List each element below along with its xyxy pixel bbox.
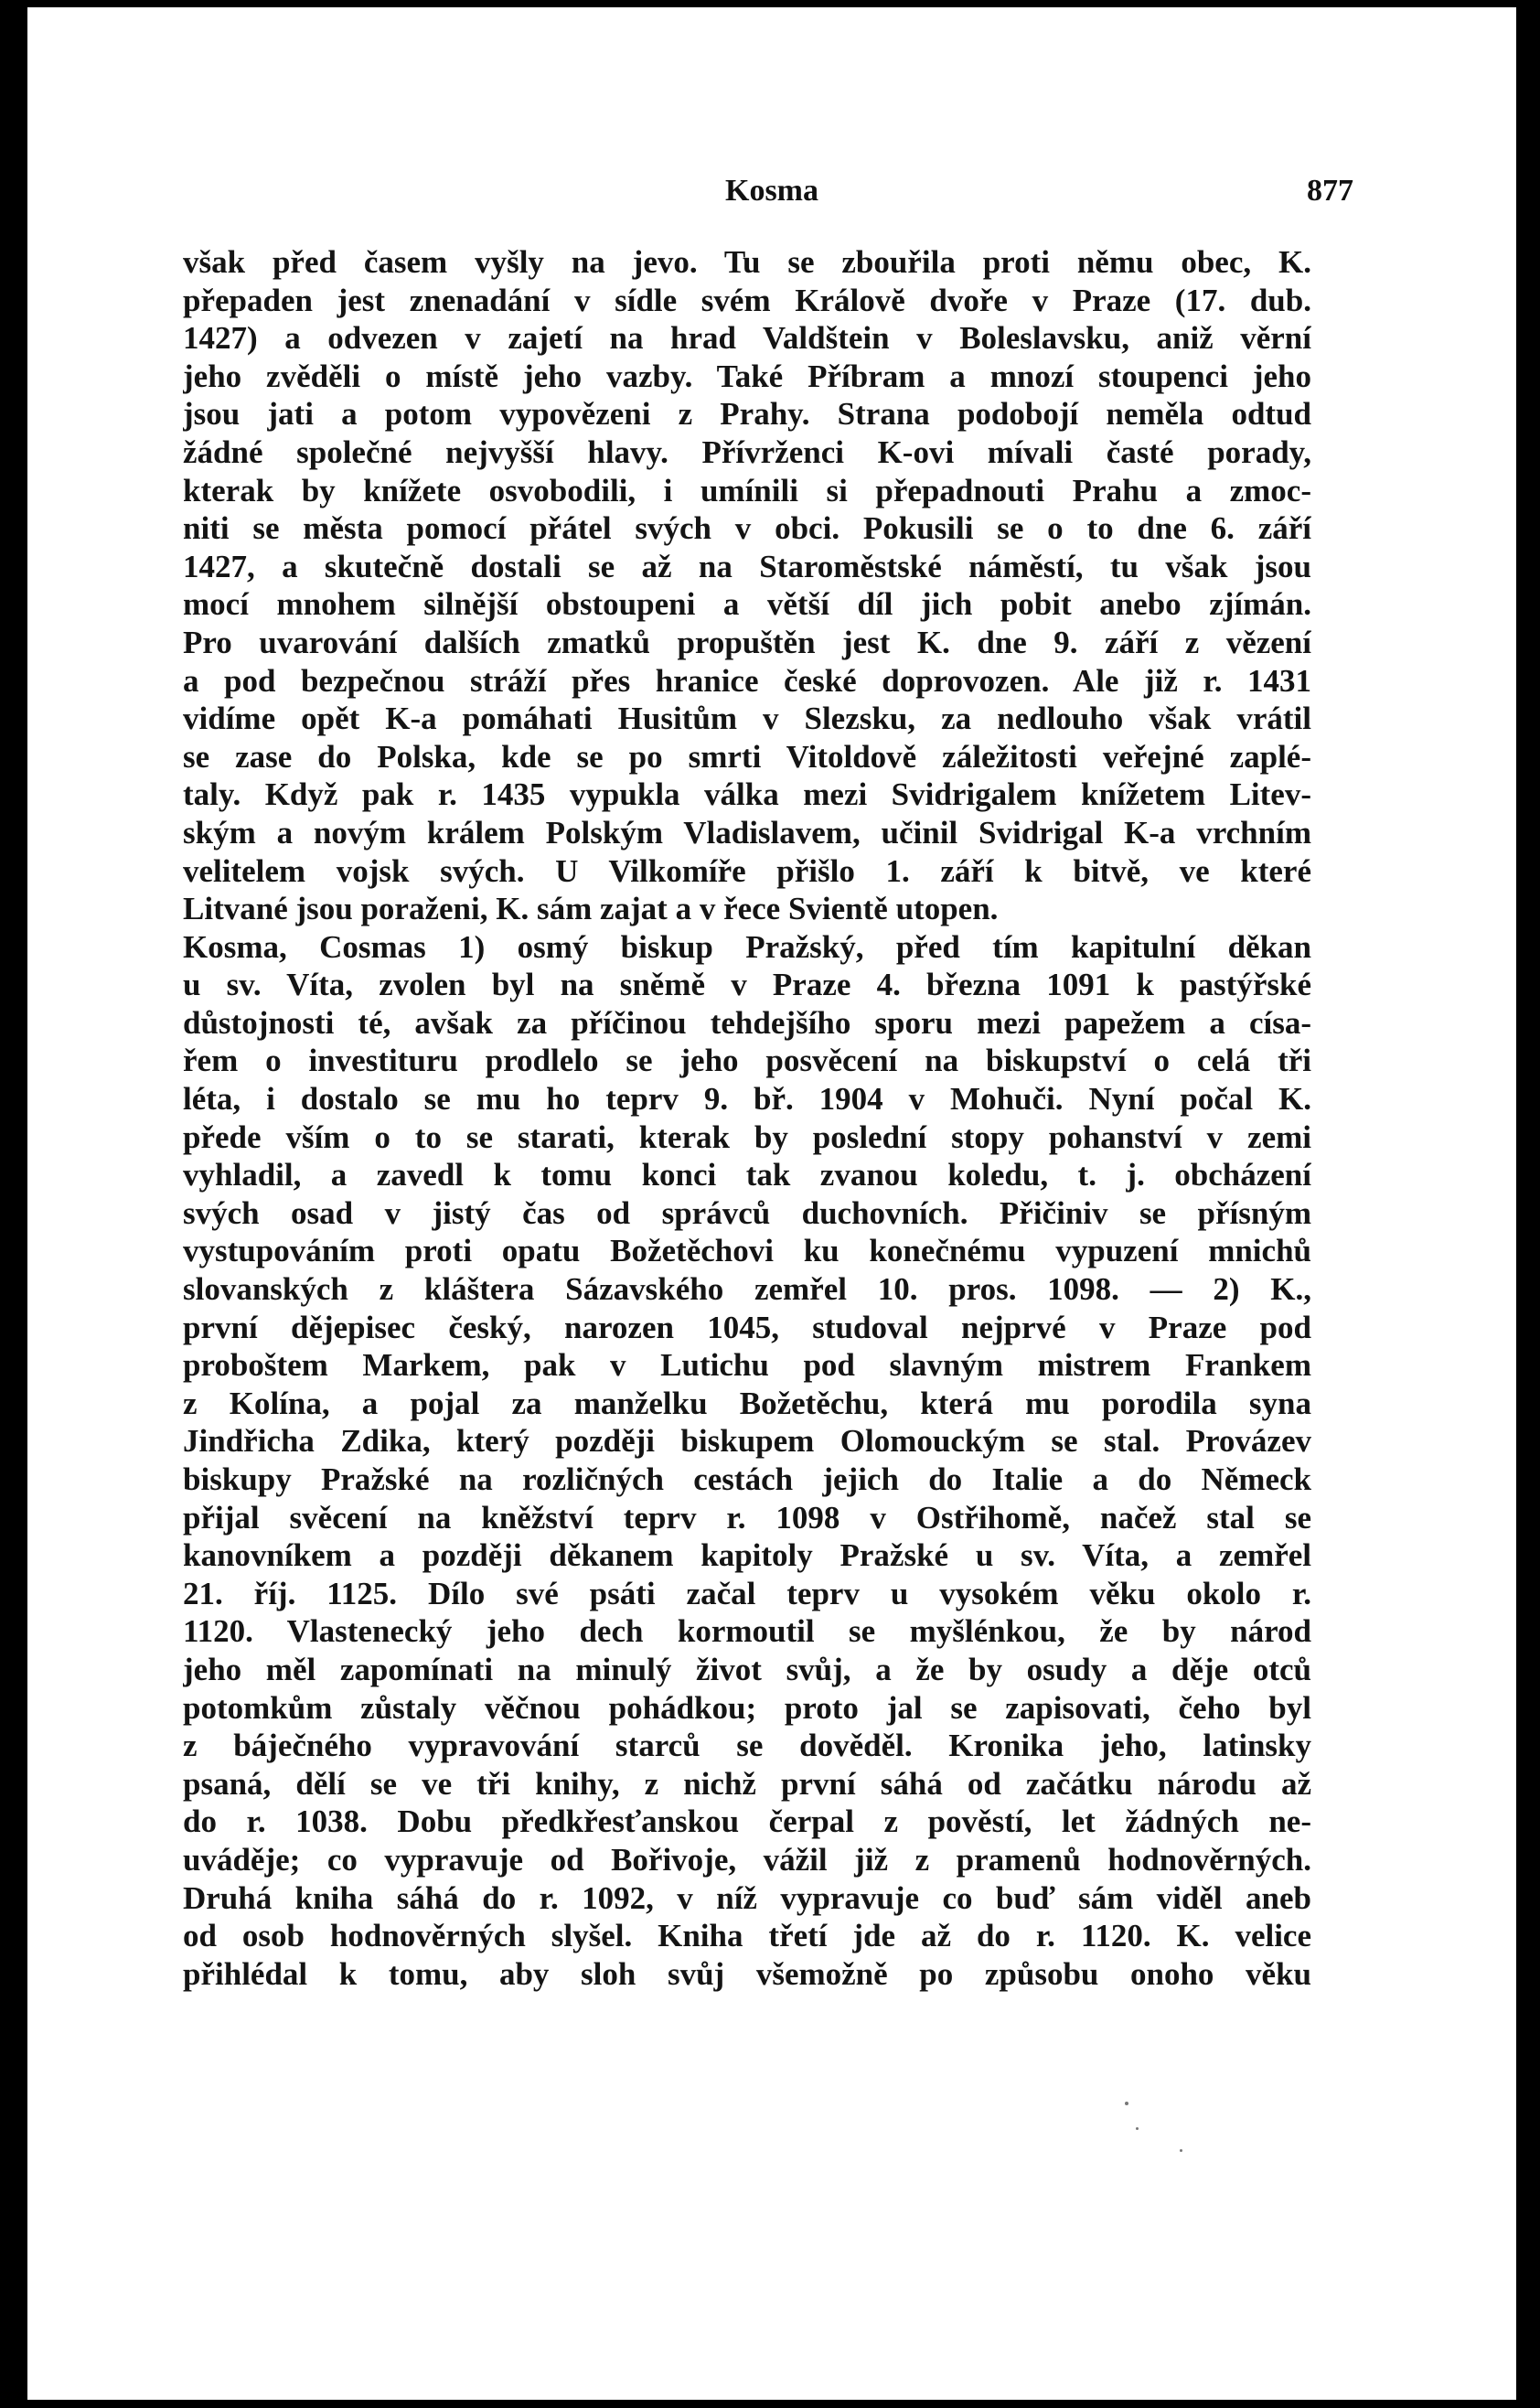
text-line: Litvané jsou poraženi, K. sám zajat a v řece Svientě utopen. [183, 891, 999, 927]
text-line: slovanských z kláštera Sázavského zemřel 10. pros. 1098. — 2) K., [183, 1271, 1311, 1308]
text-line: jeho zvěděli o místě jeho vazby. Také Příbram a mnozí stoupenci jeho [183, 358, 1311, 394]
text-line: jsou jati a potom vypovězeni z Prahy. Strana podobojí neměla odtud [183, 396, 1311, 433]
text-line: z Kolína, a pojal za manželku Božetěchu, která mu porodila syna [183, 1385, 1311, 1421]
text-line: 1427) a odvezen v zajetí na hrad Valdštein v Boleslavsku, aniž věrní [183, 320, 1311, 357]
text-line: kanovníkem a později děkanem kapitoly Pražské u sv. Víta, a zemřel [183, 1537, 1311, 1574]
paper-speck [1180, 2149, 1182, 2152]
text-line: Jindřicha Zdika, který později biskupem Olomouckým se stal. Provázev [183, 1423, 1311, 1460]
text-line: kterak by knížete osvobodili, i umínili si přepadnouti Prahu a zmoc- [183, 472, 1311, 508]
text-line: vyhladil, a zavedl k tomu konci tak zvanou koledu, t. j. obcházení [183, 1157, 1311, 1193]
text-line: u sv. Víta, zvolen byl na sněmě v Praze 4. března 1091 k pastýřské [183, 967, 1311, 1003]
text-line: biskupy Pražské na rozličných cestách jejich do Italie a do Německ [183, 1461, 1311, 1497]
text-line: řem o investituru prodlelo se jeho posvěcení na biskupství o celá tři [183, 1043, 1311, 1079]
text-line: svých osad v jistý čas od správců duchovních. Přičiniv se přísným [183, 1194, 1311, 1231]
text-line: velitelem vojsk svých. U Vilkomíře přišlo 1. září k bitvě, ve které [183, 852, 1311, 889]
body-text [183, 243, 1311, 1993]
text-line: přede vším o to se starati, kterak by poslední stopy pohanství v zemi [183, 1118, 1311, 1155]
text-line: vidíme opět K-a pomáhati Husitům v Slezsku, za nedlouho však vrátil [183, 701, 1311, 737]
text-line: se zase do Polska, kde se po smrti Vitoldově záležitosti veřejné zaplé- [183, 738, 1311, 775]
text-line: důstojnosti té, avšak za příčinou tehdejšího sporu mezi papežem a císa- [183, 1004, 1311, 1041]
text-line: potomkům zůstaly věčnou pohádkou; proto jal se zapisovati, čeho byl [183, 1689, 1311, 1726]
text-line: mocí mnohem silnější obstoupeni a větší díl jich pobit anebo zjímán. [183, 586, 1311, 623]
running-head [27, 174, 1516, 210]
running-head-title: Kosma [725, 174, 818, 208]
text-line: Druhá kniha sáhá do r. 1092, v níž vypravuje co buď sám viděl aneb [183, 1879, 1311, 1916]
text-line: však před časem vyšly na jevo. Tu se zbouřila proti němu obec, K. [183, 244, 1311, 280]
text-line: přijal svěcení na kněžství teprv r. 1098 v Ostřihomě, načež stal se [183, 1499, 1311, 1536]
page-number: 877 [1307, 174, 1353, 208]
text-line: vystupováním proti opatu Božetěchovi ku konečnému vypuzení mnichů [183, 1233, 1311, 1269]
text-line: žádné společné nejvyšší hlavy. Přívrženci K-ovi mívali časté porady, [183, 433, 1311, 470]
paper-speck [1136, 2127, 1139, 2130]
text-line: do r. 1038. Dobu předkřesťanskou čerpal z pověstí, let žádných ne- [183, 1803, 1311, 1840]
text-line: ským a novým králem Polským Vladislavem, učinil Svidrigal K-a vrchním [183, 814, 1311, 851]
text-line: 1427, a skutečně dostali se až na Staroměstské náměstí, tu však jsou [183, 548, 1311, 584]
text-line: první dějepisec český, narozen 1045, studoval nejprvé v Praze pod [183, 1309, 1311, 1345]
text-line: uváděje; co vypravuje od Bořivoje, vážil již z pramenů hodnověrných. [183, 1841, 1311, 1878]
text-line: přepaden jest znenadání v sídle svém Královĕ dvoře v Praze (17. dub. [183, 282, 1311, 318]
text-line: léta, i dostalo se mu ho teprv 9. bř. 1904 v Mohuči. Nyní počal K. [183, 1081, 1311, 1118]
text-line: taly. Když pak r. 1435 vypukla válka mezi Svidrigalem knížetem Litev- [183, 776, 1311, 813]
text-line: od osob hodnověrných slyšel. Kniha třetí jde až do r. 1120. K. velice [183, 1918, 1311, 1954]
text-line: Pro uvarování dalších zmatků propuštěn jest K. dne 9. září z vězení [183, 624, 1311, 660]
text-line: z báječného vypravování starců se dověděl. Kronika jeho, latinsky [183, 1728, 1311, 1764]
text-line: 21. říj. 1125. Dílo své psáti začal teprv u vysokém věku okolo r. [183, 1575, 1311, 1611]
text-line: jeho měl zapomínati na minulý život svůj, a že by osudy a děje otců [183, 1651, 1311, 1687]
text-line: 1120. Vlastenecký jeho dech kormoutil se myšlénkou, že by národ [183, 1613, 1311, 1650]
text-line: proboštem Markem, pak v Lutichu pod slavným mistrem Frankem [183, 1347, 1311, 1384]
text-line: přihlédal k tomu, aby sloh svůj všemožně po způsobu onoho věku [183, 1955, 1311, 1992]
text-line: niti se města pomocí přátel svých v obci. Pokusili se o to dne 6. září [183, 510, 1311, 547]
text-line: a pod bezpečnou stráží přes hranice české doprovozen. Ale již r. 1431 [183, 662, 1311, 699]
text-line: psaná, dělí se ve tři knihy, z nichž první sáhá od začátku národu až [183, 1765, 1311, 1802]
entry-heading-line: Kosma, Cosmas 1) osmý biskup Pražský, před tím kapitulní děkan [183, 928, 1311, 965]
paper-speck [1125, 2102, 1128, 2105]
